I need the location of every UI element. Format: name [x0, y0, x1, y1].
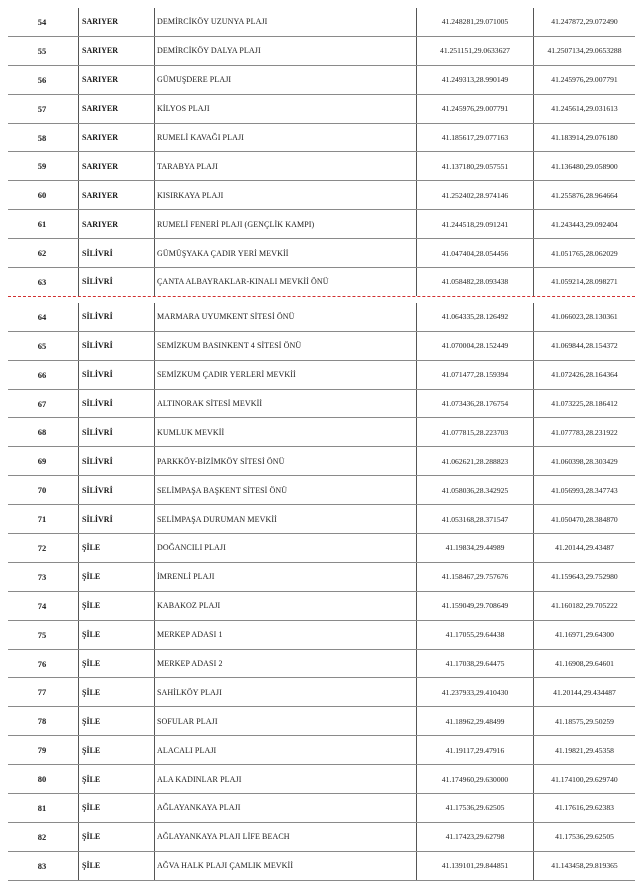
start-coordinate: 41.18962,29.48499	[416, 707, 533, 735]
district: SARIYER	[78, 8, 154, 36]
district: SARIYER	[78, 152, 154, 180]
beach-name: RUMELİ FENERİ PLAJI (GENÇLİK KAMPI)	[154, 210, 416, 238]
district: ŞİLE	[78, 534, 154, 562]
row-number: 56	[37, 74, 47, 85]
table-row	[8, 823, 635, 852]
district: ŞİLE	[78, 736, 154, 764]
end-coordinate: 41.136480,29.058900	[533, 152, 635, 180]
table-row	[8, 678, 635, 707]
table-row	[8, 390, 635, 419]
beach-name: ALA KADINLAR PLAJI	[154, 765, 416, 793]
end-coordinate: 41.051765,28.062029	[533, 239, 635, 267]
beach-name: GÜMUŞDERE PLAJI	[154, 66, 416, 94]
start-coordinate: 41.252402,28.974146	[416, 181, 533, 209]
start-coordinate: 41.139101,29.844851	[416, 852, 533, 880]
end-coordinate: 41.2507134,29.0653288	[533, 37, 635, 65]
district: SARIYER	[78, 124, 154, 152]
start-coordinate: 41.17038,29.64475	[416, 650, 533, 678]
beach-name: SAHİLKÖY PLAJI	[154, 678, 416, 706]
end-coordinate: 41.060398,28.303429	[533, 447, 635, 475]
start-coordinate: 41.174960,29.630000	[416, 765, 533, 793]
end-coordinate: 41.174100,29.629740	[533, 765, 635, 793]
end-coordinate: 41.16908,29.64601	[533, 650, 635, 678]
district: ŞİLE	[78, 621, 154, 649]
table-row	[8, 332, 635, 361]
beach-name: ÇANTA ALBAYRAKLAR-KINALI MEVKİİ ÖNÜ	[154, 268, 416, 296]
end-coordinate: 41.073225,28.186412	[533, 390, 635, 418]
end-coordinate: 41.072426,28.164364	[533, 361, 635, 389]
end-coordinate: 41.16971,29.64300	[533, 621, 635, 649]
row-number: 71	[37, 514, 47, 525]
beach-name: KUMLUK MEVKİİ	[154, 418, 416, 446]
table-row	[8, 592, 635, 621]
start-coordinate: 41.17536,29.62505	[416, 794, 533, 822]
start-coordinate: 41.249313,28.990149	[416, 66, 533, 94]
table-row	[8, 66, 635, 95]
end-coordinate: 41.18575,29.50259	[533, 707, 635, 735]
beach-name: AĞLAYANKAYA PLAJI	[154, 794, 416, 822]
district: ŞİLE	[78, 707, 154, 735]
beach-name: SOFULAR PLAJI	[154, 707, 416, 735]
row-number: 82	[37, 831, 47, 842]
row-number: 80	[37, 774, 47, 785]
table-row	[8, 563, 635, 592]
table-row	[8, 852, 635, 881]
end-coordinate: 41.20144,29.43487	[533, 534, 635, 562]
district: SARIYER	[78, 37, 154, 65]
table-row	[8, 534, 635, 563]
row-number: 62	[37, 248, 47, 259]
start-coordinate: 41.073436,28.176754	[416, 390, 533, 418]
district: ŞİLE	[78, 563, 154, 591]
start-coordinate: 41.047404,28.054456	[416, 239, 533, 267]
end-coordinate: 41.17616,29.62383	[533, 794, 635, 822]
row-number: 59	[37, 161, 47, 172]
beach-name: DOĞANCILI PLAJI	[154, 534, 416, 562]
table-row	[8, 37, 635, 66]
district: SİLİVRİ	[78, 505, 154, 533]
beach-name: KABAKOZ PLAJI	[154, 592, 416, 620]
table-row	[8, 794, 635, 823]
end-coordinate: 41.159643,29.752980	[533, 563, 635, 591]
beach-name: İMRENLİ PLAJI	[154, 563, 416, 591]
beach-name: DEMİRCİKÖY UZUNYA PLAJI	[154, 8, 416, 36]
row-number: 77	[37, 687, 47, 698]
beach-name: KİLYOS PLAJI	[154, 95, 416, 123]
end-coordinate: 41.247872,29.072490	[533, 8, 635, 36]
row-number: 81	[37, 802, 47, 813]
start-coordinate: 41.062621,28.288823	[416, 447, 533, 475]
table-row	[8, 650, 635, 679]
start-coordinate: 41.185617,29.077163	[416, 124, 533, 152]
beach-coordinates-table	[8, 8, 635, 881]
end-coordinate: 41.059214,28.098271	[533, 268, 635, 296]
table-row	[8, 361, 635, 390]
row-number: 83	[37, 860, 47, 871]
row-number: 73	[37, 571, 47, 582]
start-coordinate: 41.248281,29.071005	[416, 8, 533, 36]
start-coordinate: 41.058036,28.342925	[416, 476, 533, 504]
beach-name: TARABYA PLAJI	[154, 152, 416, 180]
district: SİLİVRİ	[78, 303, 154, 331]
table-row	[8, 736, 635, 765]
district: SARIYER	[78, 95, 154, 123]
start-coordinate: 41.17055,29.64438	[416, 621, 533, 649]
beach-name: KISIRKAYA PLAJI	[154, 181, 416, 209]
beach-name: SELİMPAŞA DURUMAN MEVKİİ	[154, 505, 416, 533]
end-coordinate: 41.17536,29.62505	[533, 823, 635, 851]
row-number: 65	[37, 340, 47, 351]
table-row	[8, 124, 635, 153]
end-coordinate: 41.20144,29.434487	[533, 678, 635, 706]
district: ŞİLE	[78, 794, 154, 822]
row-number: 78	[37, 716, 47, 727]
beach-name: SEMİZKUM BASINKENT 4 SİTESİ ÖNÜ	[154, 332, 416, 360]
row-number: 61	[37, 219, 47, 230]
row-number: 75	[37, 629, 47, 640]
end-coordinate: 41.069844,28.154372	[533, 332, 635, 360]
district: SİLİVRİ	[78, 390, 154, 418]
beach-name: GÜMÜŞYAKA ÇADIR YERİ MEVKİİ	[154, 239, 416, 267]
beach-name: AĞVA HALK PLAJI ÇAMLIK MEVKİİ	[154, 852, 416, 880]
end-coordinate: 41.066023,28.130361	[533, 303, 635, 331]
start-coordinate: 41.244518,29.091241	[416, 210, 533, 238]
start-coordinate: 41.245976,29.007791	[416, 95, 533, 123]
beach-name: MERKEP ADASI 2	[154, 650, 416, 678]
table-row	[8, 8, 635, 37]
table-row	[8, 303, 635, 332]
table-row	[8, 181, 635, 210]
start-coordinate: 41.19834,29.44989	[416, 534, 533, 562]
table-row	[8, 239, 635, 268]
row-number: 76	[37, 658, 47, 669]
district: ŞİLE	[78, 650, 154, 678]
table-row	[8, 418, 635, 447]
district: ŞİLE	[78, 765, 154, 793]
beach-name: AĞLAYANKAYA PLAJI LİFE BEACH	[154, 823, 416, 851]
beach-name: PARKKÖY-BİZİMKÖY SİTESİ ÖNÜ	[154, 447, 416, 475]
district: SARIYER	[78, 181, 154, 209]
end-coordinate: 41.255876,28.964664	[533, 181, 635, 209]
start-coordinate: 41.158467,29.757676	[416, 563, 533, 591]
row-number: 67	[37, 398, 47, 409]
beach-name: SEMİZKUM ÇADIR YERLERİ MEVKİİ	[154, 361, 416, 389]
row-number: 68	[37, 427, 47, 438]
row-number: 60	[37, 190, 47, 201]
table-row	[8, 707, 635, 736]
row-number: 66	[37, 369, 47, 380]
district: SARIYER	[78, 210, 154, 238]
start-coordinate: 41.064335,28.126492	[416, 303, 533, 331]
start-coordinate: 41.237933,29.410430	[416, 678, 533, 706]
row-number: 57	[37, 103, 47, 114]
beach-name: SELİMPAŞA BAŞKENT SİTESİ ÖNÜ	[154, 476, 416, 504]
district: SİLİVRİ	[78, 332, 154, 360]
start-coordinate: 41.159049,29.708649	[416, 592, 533, 620]
row-number: 58	[37, 132, 47, 143]
district: SARIYER	[78, 66, 154, 94]
row-number: 69	[37, 456, 47, 467]
end-coordinate: 41.243443,29.092404	[533, 210, 635, 238]
table-row	[8, 95, 635, 124]
end-coordinate: 41.183914,29.076180	[533, 124, 635, 152]
end-coordinate: 41.19821,29.45358	[533, 736, 635, 764]
row-number: 64	[37, 311, 47, 322]
district: SİLİVRİ	[78, 447, 154, 475]
beach-name: DEMİRCİKÖY DALYA PLAJI	[154, 37, 416, 65]
district: SİLİVRİ	[78, 418, 154, 446]
table-row	[8, 268, 635, 297]
district: ŞİLE	[78, 678, 154, 706]
end-coordinate: 41.143458,29.819365	[533, 852, 635, 880]
table-row	[8, 210, 635, 239]
district: ŞİLE	[78, 823, 154, 851]
row-number: 70	[37, 485, 47, 496]
row-number: 54	[37, 16, 47, 27]
start-coordinate: 41.071477,28.159394	[416, 361, 533, 389]
end-coordinate: 41.050470,28.384870	[533, 505, 635, 533]
start-coordinate: 41.137180,29.057551	[416, 152, 533, 180]
beach-name: RUMELİ KAVAĞI PLAJI	[154, 124, 416, 152]
end-coordinate: 41.077783,28.231922	[533, 418, 635, 446]
start-coordinate: 41.070004,28.152449	[416, 332, 533, 360]
beach-name: MERKEP ADASI 1	[154, 621, 416, 649]
table-row	[8, 476, 635, 505]
table-row	[8, 447, 635, 476]
row-number: 74	[37, 600, 47, 611]
table-row	[8, 621, 635, 650]
district: ŞİLE	[78, 852, 154, 880]
row-number: 63	[37, 276, 47, 287]
row-number: 55	[37, 45, 47, 56]
district: ŞİLE	[78, 592, 154, 620]
end-coordinate: 41.245976,29.007791	[533, 66, 635, 94]
table-row	[8, 765, 635, 794]
start-coordinate: 41.17423,29.62798	[416, 823, 533, 851]
row-number: 72	[37, 542, 47, 553]
end-coordinate: 41.160182,29.705222	[533, 592, 635, 620]
start-coordinate: 41.19117,29.47916	[416, 736, 533, 764]
row-number: 79	[37, 745, 47, 756]
start-coordinate: 41.077815,28.223703	[416, 418, 533, 446]
district: SİLİVRİ	[78, 476, 154, 504]
district: SİLİVRİ	[78, 239, 154, 267]
district: SİLİVRİ	[78, 268, 154, 296]
end-coordinate: 41.056993,28.347743	[533, 476, 635, 504]
start-coordinate: 41.053168,28.371547	[416, 505, 533, 533]
table-row	[8, 505, 635, 534]
end-coordinate: 41.245614,29.031613	[533, 95, 635, 123]
beach-name: ALACALI PLAJI	[154, 736, 416, 764]
district: SİLİVRİ	[78, 361, 154, 389]
beach-name: ALTINORAK SİTESİ MEVKİİ	[154, 390, 416, 418]
start-coordinate: 41.058482,28.093438	[416, 268, 533, 296]
beach-name: MARMARA UYUMKENT SİTESİ ÖNÜ	[154, 303, 416, 331]
table-row	[8, 152, 635, 181]
start-coordinate: 41.251151,29.0633627	[416, 37, 533, 65]
